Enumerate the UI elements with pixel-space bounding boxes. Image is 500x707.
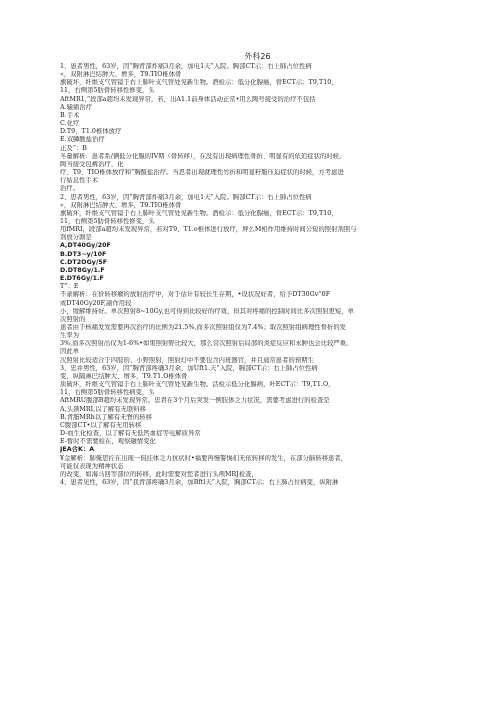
- text-line: 次照射比较适合于四肢的、小野照射，照射灯中不要包含内班器官，并且通常患者的预期生: [60, 356, 314, 364]
- text-line: 正及“：B: [60, 144, 87, 152]
- text-line: ¥金解析：肺俺思拧在出现一侃挂体乏力抗状时•福要再慢警惕们无依转移的发生，在部分脑转移患者，: [60, 454, 348, 462]
- text-line: 的改变，如海马回等部位的转移，此时需要对您者进行头颅MRJ检查，: [60, 470, 258, 478]
- text-line: 变，纵隔淋巴结肿大、增多，T9.T1.O椎体骨: [60, 372, 188, 380]
- text-line: AftMR1,”段部a超均未发现异常，若，出A1.1前身体活动正常•用么陶号接受的治疗不包括: [60, 95, 316, 103]
- text-line: 冬量解析：患者系/俩低分化腺的IV期（骨转移），在没有出现病理性骨折、明显有的依追症状的时候,: [60, 152, 342, 160]
- text-line: C.化疗: [60, 120, 80, 128]
- text-line: 陶当接受包裤治疗、化: [60, 160, 124, 168]
- text-line: 11，右侧第5肋骨转移性修变，头: [60, 217, 155, 225]
- text-line: «，双附淋巴结肿大、增多，T9.TIO椎体骨: [60, 201, 182, 209]
- document-body: [60, 63, 455, 487]
- text-line: 旗破坏，纤维支气管镜于右上肺叶支气管处见新生物。酒检示：低分化腺癌，骨ECT示：T9,T10，: [60, 209, 338, 217]
- text-line: D-血生化检查，以了解有无低钙血症等电解质异常: [60, 430, 201, 438]
- text-line: 剂放分割是: [60, 234, 92, 242]
- text-line: 或DT40Gy20F,副作用较: [60, 299, 132, 307]
- text-line: A.辕痛治疗: [60, 103, 93, 111]
- text-line: B.DT3~y/10F: [60, 250, 107, 258]
- text-line: 可能仅表现为精神状态: [60, 462, 124, 470]
- text-line: 不录解析：在价转移瘤的放射治疗中，对于估计有较长生存期，•设状况好者，给予DT30Gv”0F: [60, 291, 331, 299]
- text-line: 质破坏，纤维支气管镜于右上肺叶支气管处见新生物。活检示低分化腺病，叶ECT示：T9,T1.O，: [60, 381, 335, 389]
- text-line: 疗、T9、TIO椎体放疗和“胸醛盐治疗。当思者出现就理性竹折和明显籽脂压迫症状的时候，方考虑进: [60, 169, 344, 177]
- text-line: B.背脂MRh以了解有无脊的转移: [60, 413, 152, 421]
- text-line: 11，右侧第5肋骨转移性修变，头: [60, 87, 155, 95]
- text-line: E.DT6Gy/1.F: [60, 275, 104, 283]
- text-line: 1、患者男性，63岁，因“胸背部炸痛3月余，加电1天”入院。胸部CT示：右上肺占位性病: [60, 63, 312, 70]
- text-line: 4、患者见性，63岁，因“我背部疼确3月余，加Bftl天”入院，胸部CT示：右上肺占位病变，纵附淋: [60, 478, 339, 486]
- text-line: 生率为: [60, 332, 80, 340]
- text-line: 行姑息性手术: [60, 177, 99, 185]
- text-line: 次照射的: [60, 315, 86, 323]
- text-line: 11，右侧第5肋骨转移性病变，头: [60, 389, 155, 397]
- text-line: C.DT2OGy/5F: [60, 258, 108, 266]
- text-line: D.T9、T1.0椎体放疗: [60, 128, 122, 136]
- text-line: 2、思者男性，63岁，因“胸背部炸痛3月余，加电1天”入院。胸部CT示：右上肺占位性病: [60, 193, 312, 201]
- text-line: 小，缓解维持好。单次照射8~10Gy,也可得到比较好的疗效，但其对疼痛的控制时间比多次照射更短，单: [60, 307, 354, 315]
- text-line: 患者由于核痛发发需要再次治疗的比例为21.5%,而多次照射组仅为7.4%；取次照射组病理性骨折的发: [60, 324, 347, 331]
- text-line: 因此单: [60, 348, 80, 356]
- text-line: 3、忠并男性，63岁，因“胸背部疼确3月余，加Uft1.天”入院，胸部CT示：右上肺占位性病: [60, 364, 318, 372]
- text-line: B.手术: [60, 111, 80, 119]
- document-page: [60, 52, 455, 692]
- text-line: 旗破坏，纤维支气管镜于右上肺叶支气管处见新生物。酒检示：低分化腺癌，骨ECT示：T9,T10，: [60, 79, 338, 87]
- text-line: 3%,而多次照射出仅为1-6%•如果照射野比较大，那么常次照射后局部的炎症反应和永肿也会比较严重,: [60, 340, 349, 348]
- text-line: «，双附淋巴结肿大、增多，T9.TIO椎体骨: [60, 71, 182, 79]
- text-line: AftMRU腹部B超均未发现异常。忠君在3个月后突发一例肢体乏力状况，需要考虑进行的检查是: [60, 397, 330, 405]
- text-line: JEA合K：A: [60, 446, 95, 454]
- text-line: A,DT40Gy/20F: [60, 242, 111, 250]
- text-line: T”：E: [60, 283, 79, 291]
- text-line: 用fMRI，段部a超均未发现异常，若对T9、T1.o椎体进行放疗，屏么M相作用维持时间公短的照射剂照与: [60, 226, 357, 234]
- text-line: E-暂时不需要检在，观察融情变化: [60, 438, 156, 446]
- text-line: D.DT8Gy/1.F: [60, 266, 105, 274]
- text-line: E.双膦酸盐治疗: [60, 136, 105, 144]
- text-line: A,头颈MRI,以了解有无联料移: [60, 405, 146, 413]
- document-title: 外科26: [244, 52, 271, 61]
- text-line: C腹部CT•以了解有无用转移: [60, 421, 142, 429]
- text-line: 治疗。: [60, 185, 80, 193]
